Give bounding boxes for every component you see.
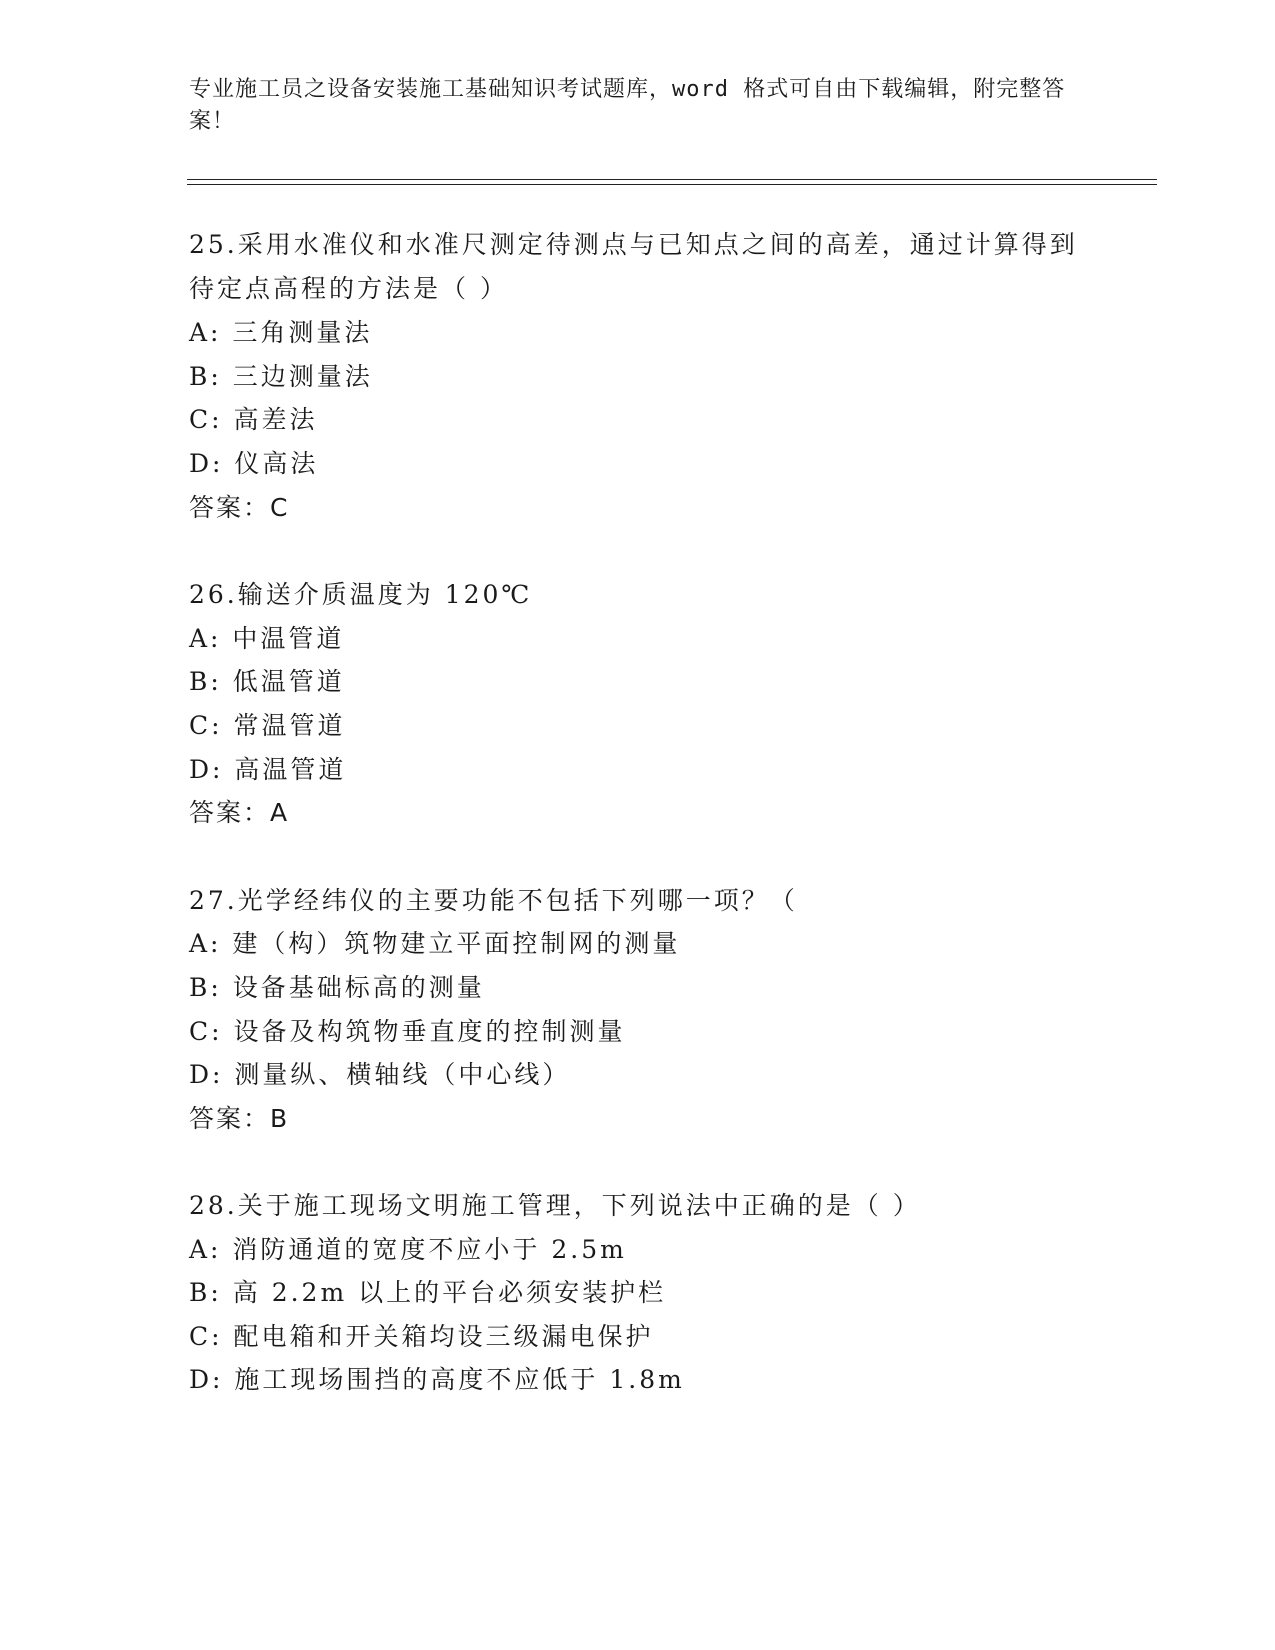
question-option: B: 低温管道: [189, 667, 345, 696]
question-option: A: 建（构）筑物建立平面控制网的测量: [189, 929, 681, 958]
question-stem: 25.采用水准仪和水准尺测定待测点与已知点之间的高差，通过计算得到待定点高程的方法是（ ）: [189, 230, 1078, 303]
question-stem: 26.输送介质温度为 120℃: [189, 580, 533, 609]
question-option: B: 三边测量法: [189, 362, 373, 391]
question-option: A: 中温管道: [189, 624, 345, 653]
header-divider-top: [187, 179, 1157, 180]
question-stem: 27.光学经纬仪的主要功能不包括下列哪一项？（: [189, 886, 798, 915]
header-divider-bottom: [187, 184, 1157, 185]
question-option: C: 常温管道: [189, 711, 346, 740]
document-header: 专业施工员之设备安装施工基础知识考试题库，word 格式可自由下载编辑，附完整答案！: [189, 77, 1066, 134]
question-answer: 答案：C: [189, 493, 290, 522]
question-option: A: 三角测量法: [189, 318, 373, 347]
question-answer: 答案：B: [189, 1104, 290, 1133]
question-stem: 28.关于施工现场文明施工管理，下列说法中正确的是（ ）: [189, 1191, 921, 1220]
question-option: C: 高差法: [189, 405, 318, 434]
question-option: B: 设备基础标高的测量: [189, 973, 485, 1002]
question-option: D: 施工现场围挡的高度不应低于 1.8m: [189, 1365, 685, 1394]
question-option: B: 高 2.2m 以上的平台必须安装护栏: [189, 1278, 667, 1307]
question-option: D: 仪高法: [189, 449, 319, 478]
question-option: D: 高温管道: [189, 755, 347, 784]
question-option: D: 测量纵、横轴线（中心线）: [189, 1060, 571, 1089]
question-option: C: 设备及构筑物垂直度的控制测量: [189, 1017, 626, 1046]
question-option: C: 配电箱和开关箱均设三级漏电保护: [189, 1322, 654, 1351]
question-answer: 答案：A: [189, 798, 290, 827]
question-option: A: 消防通道的宽度不应小于 2.5m: [189, 1235, 627, 1264]
